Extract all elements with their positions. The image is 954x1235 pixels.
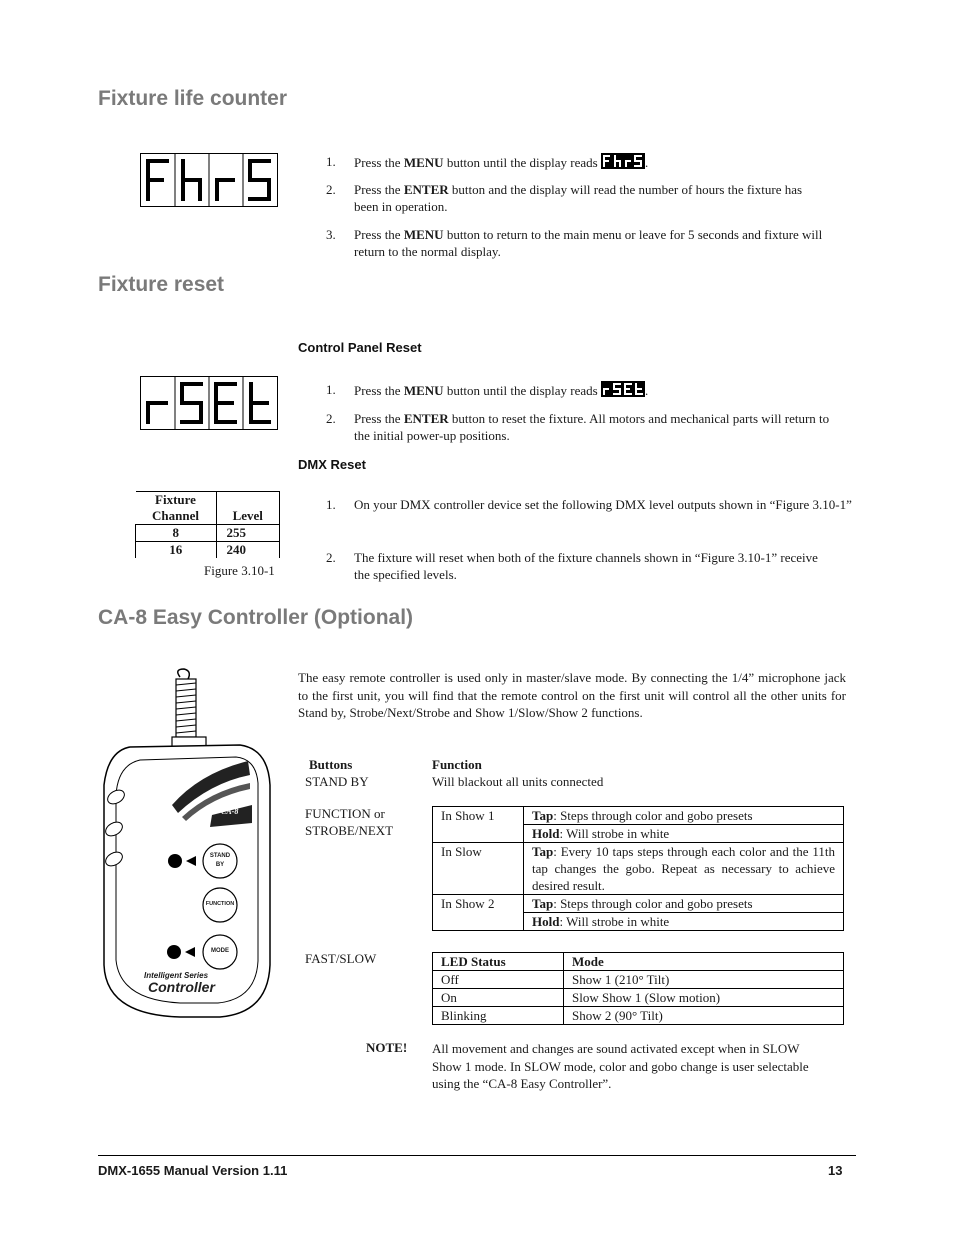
- header-level: Level: [216, 492, 280, 525]
- footer-page-number: 13: [828, 1163, 843, 1178]
- led-status-table: [432, 952, 844, 1025]
- footer-rule: [98, 1155, 856, 1156]
- header-led-status: LED Status: [433, 953, 564, 971]
- ca8-intro-paragraph: The easy remote controller is used only in master/slave mode. By connecting the 1/4” microphone jack to the first unit, you will find that the remote control on the first unit will control all the other units for Stand by, Strobe/Next/Strobe and Show 1/Slow/Show 2 functions.: [298, 670, 846, 720]
- label-fast-slow: FAST/SLOW: [305, 951, 377, 966]
- table-row: Hold: Will strobe in white: [433, 913, 844, 931]
- mini-lcd-fhrs-icon: [601, 153, 645, 169]
- figure-3-10-1-table: [135, 491, 280, 558]
- table-row: Blinking Show 2 (90° Tilt): [433, 1007, 844, 1025]
- table-row: In Slow Tap: Every 10 taps steps through each color and the 11th tap changes the gobo. Repeat as necessary to achieve desired result.: [433, 843, 844, 895]
- lcd-rset-glyphs: [141, 377, 277, 429]
- label-function-strobe: FUNCTION or STROBE/NEXT: [305, 806, 394, 838]
- header-fixture-channel: Fixture Channel: [136, 492, 217, 525]
- table-row: Hold: Will strobe in white: [433, 825, 844, 843]
- subheading-control-panel-reset: Control Panel Reset: [298, 340, 422, 355]
- lcd-display-fhrs: [140, 153, 278, 207]
- remote-brand-name: Controller: [148, 979, 215, 995]
- heading-fixture-life-counter: Fixture life counter: [98, 87, 288, 110]
- table-row: Off Show 1 (210° Tilt): [433, 971, 844, 989]
- heading-fixture-reset: Fixture reset: [98, 273, 225, 296]
- col-header-buttons: Buttons: [309, 757, 353, 772]
- table-row: In Show 1 Tap: Steps through color and gobo presets: [433, 807, 844, 825]
- figure-caption: Figure 3.10-1: [204, 563, 275, 578]
- footer-manual-version: DMX-1655 Manual Version 1.11: [98, 1163, 288, 1178]
- function-modes-table: [432, 806, 844, 931]
- note-label: NOTE!: [366, 1040, 408, 1055]
- mini-lcd-rset-icon: [601, 381, 645, 397]
- desc-standby: Will blackout all units connected: [432, 774, 604, 789]
- table-row: 8 255: [136, 525, 280, 542]
- subheading-dmx-reset: DMX Reset: [298, 457, 366, 472]
- remote-function-button: FUNCTION: [205, 901, 235, 907]
- header-mode: Mode: [564, 953, 844, 971]
- table-row: 16 240: [136, 542, 280, 559]
- lcd-display-rset: [140, 376, 278, 430]
- ca8-remote-illustration: [100, 665, 275, 1045]
- remote-mode-button: MODE: [211, 948, 229, 954]
- table-row: [433, 953, 844, 971]
- lcd-fhrs-glyphs: [141, 154, 277, 206]
- remote-brand-series: Intelligent Series: [144, 971, 209, 980]
- table-row: On Slow Show 1 (Slow motion): [433, 989, 844, 1007]
- col-header-function: Function: [432, 757, 482, 772]
- remote-model-label: CA-8: [221, 807, 239, 816]
- table-row: [136, 492, 280, 525]
- table-row: In Show 2 Tap: Steps through color and gobo presets: [433, 895, 844, 913]
- remote-standby-button: STAND BY: [209, 853, 231, 868]
- heading-ca8-controller: CA-8 Easy Controller (Optional): [98, 606, 414, 629]
- label-standby: STAND BY: [305, 774, 369, 789]
- note-text: All movement and changes are sound activated except when in SLOW Show 1 mode. In SLOW mode, color and gobo change is user selectable using the “CA-8 Easy Controller”.: [432, 1041, 809, 1091]
